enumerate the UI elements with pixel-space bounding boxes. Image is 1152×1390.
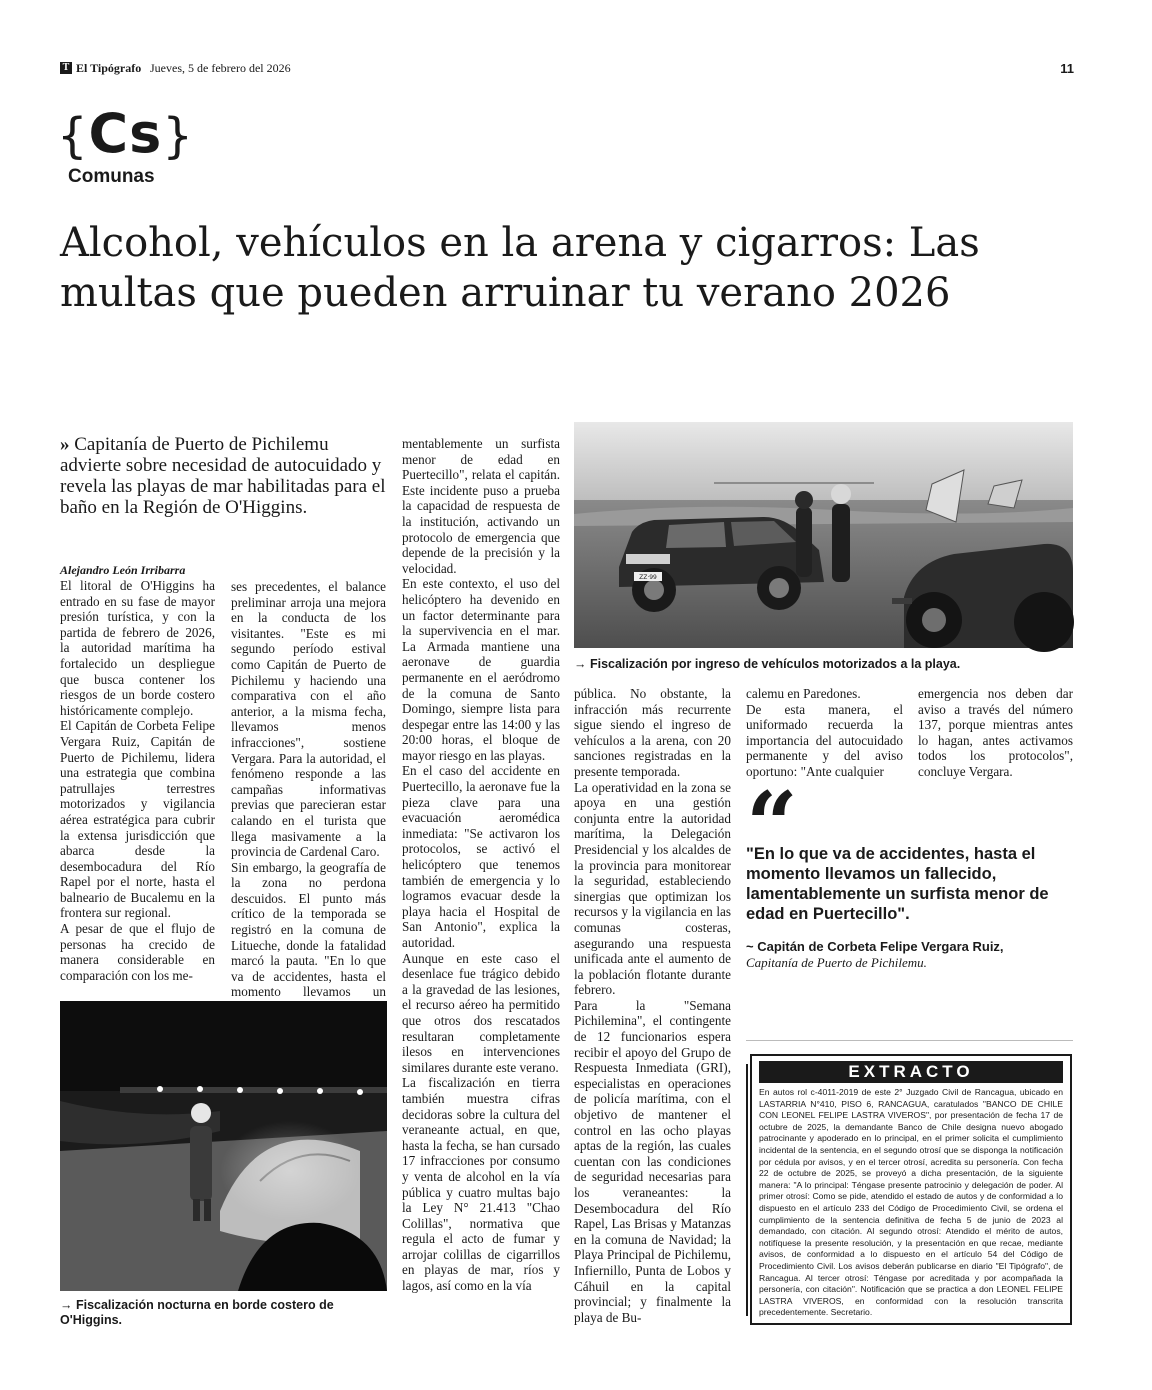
beach-vehicle-photo	[574, 422, 1073, 648]
paragraph: El litoral de O'Higgins ha entrado en su fase de mayor presión turística, y con la partida de febrero de 2026, la autoridad marítima ha fortalecido un despliegue que busca contener los riesgos de un borde costero históricamente complejo.	[60, 578, 215, 718]
notice-body: En autos rol c-4011-2019 de este 2° Juzgado Civil de Rancagua, ubicado en LASTARRIA N°410, PISO 6, RANCAGUA, caratulados "BANCO DE CHILE CON LEONEL FELIPE LASTRA VIVEROS", por presentación de fecha 17 de octubre de 2025, la demandante Banco de Chile designa nuevo abogado patrocinante y apoderado en lo principal, en el primer solicita el cumplimiento incidental de la sentencia, en el segundo otrosí que se disponga la notificación por cédula por avisos, y en el tercer otrosí, acredita su personería. Con fecha 22 de octubre de 2025, se proveyó a dicha presentación, de la siguiente manera: "A lo principal: Téngase presente patrocinio y delegación de poder. Al primer otrosí: Como se pide, atendido el estado de autos y de conformidad a lo dispuesto en el artículo 233 del Código de Procedimiento Civil, se ordena el cumplimiento de la sentencia definitiva de fecha 5 de junio de 2023 al demandado, con citación. Al segundo otrosí: Atendido el mérito de autos, notifíquese la presente resolución, y la presentación en que recae, mediante avisos, de conformidad a lo dispuesto en el artículo 54 del Código de Procedimiento Civil. Los avisos deberán publicarse en diario "El Tipógrafo", de Rancagua. Al tercer otrosí: Téngase por acreditada y por acompañada la personería, con citación". Notificación que se practica a don LEONEL FELIPE LASTRA VIVEROS, en conformidad con la resolución transcrita precedentemente. Secretario.	[759, 1087, 1063, 1318]
paragraph: Aunque en este caso el desenlace fue trágico debido a la gravedad de las lesiones, el recurso aéreo ha permitido que otros dos rescatados resultaran completamente ilesos en intervenciones similares durante este verano.	[402, 950, 560, 1075]
paragraph: pública. No obstante, la infracción más recurrente sigue siendo el ingreso de vehículos a la arena, con 20 sanciones registradas en la presente temporada.	[574, 686, 731, 779]
pull-quote-attribution	[746, 939, 1066, 971]
article-column-5	[746, 686, 903, 780]
notice-border-accent	[746, 1064, 748, 1316]
pull-quote-text: "En lo que va de accidentes, hasta el momento llevamos un fallecido, lamentablemente un surfista menor de edad en Puertecillo".	[746, 845, 1049, 923]
issue-date: Jueves, 5 de febrero del 2026	[150, 61, 291, 75]
byline: Alejandro León Irribarra	[60, 563, 186, 577]
beach-vehicle-illustration	[574, 422, 1073, 648]
notice-title: EXTRACTO	[759, 1061, 1063, 1083]
paragraph: Sin embargo, la geografía de la zona no perdona descuidos. El punto más crítico de la temporada se registró en la comuna de Litueche, donde la fatalidad marcó la pauta. "En lo que va de accidentes, hasta el momento llevamos un	[231, 859, 386, 1000]
quote-attribution-org: Capitanía de Puerto de Pichilemu.	[746, 955, 927, 970]
paragraph: emergencia nos deben dar aviso a través del número 137, porque mientras antes lo hagan, antes activamos todos los protocolos", concluye Vergara.	[918, 686, 1073, 779]
paragraph: Para la "Semana Pichilemina", el contingente de 12 funcionarios espera recibir el apoyo del Grupo de Respuesta Inmediata (GRI), especialistas en operaciones de policía marítima, con el objetivo de mantener el control en las ocho playas aptas de la región, las cuales cuentan con las condiciones de seguridad necesarias para los veraneantes: la Desembocadura del Río Rapel, Las Brisas y Matanzas en la comuna de Navidad; la Playa Principal de Pichilemu, Infiernillo, Punta de Lobos y Cáhuil en la capital provincial; y finalmente la playa de Bu-	[574, 997, 731, 1325]
paragraph: La fiscalización en tierra también muestra cifras decidoras sobre la cultura del veraneante actual, en que, hasta la fecha, se han cursado 17 infracciones por consumo y venta de alcohol en la vía pública y cuatro multas bajo la Ley N° 21.413 "Chao Colillas", normativa que regula el acto de fumar y arrojar colillas de cigarrillos en playas de mar, ríos y lagos, así como en la vía	[402, 1075, 560, 1294]
page-number: 11	[1060, 61, 1074, 76]
top-photo-caption: → Fiscalización por ingreso de vehículos motorizados a la playa.	[574, 657, 961, 671]
masthead	[60, 61, 1074, 77]
deck-text: Capitanía de Puerto de Pichilemu advierte sobre necesidad de autocuidado y revela las playas de mar habilitadas para el baño en la Región de O'Higgins.	[60, 434, 386, 518]
paragraph: De esta manera, el uniformado recuerda la importancia del autocuidado permanente y del aviso oportuno: "Ante cualquier	[746, 701, 903, 779]
paragraph: calemu en Paredones.	[746, 686, 861, 701]
paragraph: La operatividad en la zona se apoya en una gestión conjunta entre la autoridad marítima, la Delegación Presidencial y los alcaldes de la provincia para monitorear la seguridad, estableciendo sinergias que optimizan los recursos y la vigilancia en las comunas costeras, asegurando una respuesta unificada ante el aumento de la población flotante durante febrero.	[574, 779, 731, 998]
paragraph: A pesar de que el flujo de personas ha crecido de manera considerable en comparación con los me-	[60, 921, 215, 983]
section-label	[57, 98, 197, 187]
paragraph: El Capitán de Corbeta Felipe Vergara Ruiz, Capitán de Puerto de Pichilemu, lidera una estrategia que combina patrullajes terrestres motorizados y vigilancia aérea estratégica para cubrir la extensa jurisdicción que abarca desde la desembocadura del Río Rapel por el norte, hasta el balneario de Bucalemu en la frontera sur regional.	[60, 718, 215, 921]
section-code-text: Cs	[88, 102, 163, 165]
article-column-4	[574, 686, 731, 1325]
license-plate-text: ZZ·99	[639, 574, 657, 581]
article-column-3	[402, 436, 560, 1294]
paragraph: ses precedentes, el balance preliminar arroja una mejora en la conducta de los visitantes. "Este es mi segundo período estival como Capitán de Puerto de Pichilemu y haciendo una comparativa con el año anterior, a la misma fecha, llevamos menos infracciones", sostiene Vergara. Para la autoridad, el fenómeno responde a las campañas informativas previas que parecieran estar calando en el turista que llega masivamente a la provincia de Cardenal Caro.	[231, 579, 386, 860]
newspaper-logo-icon: T	[60, 62, 72, 74]
section-code	[57, 98, 194, 172]
newspaper-name: El Tipógrafo	[76, 61, 142, 75]
divider	[746, 1040, 1073, 1041]
paragraph: En este contexto, el uso del helicóptero ha devenido en un factor determinante para la supervivencia en el mar. La Armada mantiene una aeronave de guardia permanente en el aeródromo de la comuna de Santo Domingo, siempre lista para despegar entre las 14:00 y las 20:00 horas, el bloque de mayor riesgo en las playas.	[402, 576, 560, 763]
night-patrol-photo	[60, 1001, 387, 1291]
night-patrol-illustration	[60, 1001, 387, 1291]
section-brace-close: }	[162, 108, 194, 164]
section-name: Comunas	[68, 166, 155, 187]
deck-marker: »	[60, 434, 70, 455]
article-column-2	[231, 579, 386, 1016]
night-photo-caption: → Fiscalización nocturna en borde costero de O'Higgins.	[60, 1298, 334, 1327]
quote-mark-icon: “	[746, 772, 798, 878]
legal-notice-box	[750, 1054, 1072, 1325]
quote-attribution-name: ~ Capitán de Corbeta Felipe Vergara Ruiz,	[746, 939, 1004, 954]
article-column-1	[60, 578, 215, 983]
section-brace-open: {	[57, 108, 89, 164]
paragraph: mentablemente un surfista menor de edad en Puertecillo", relata el capitán. Este incidente puso a prueba la capacidad de respuesta de la institución, activando un protocolo de emergencia que depende de la precisión y la velocidad.	[402, 436, 560, 576]
article-deck	[60, 434, 390, 518]
article-column-6	[918, 686, 1073, 780]
paragraph: En el caso del accidente en Puertecillo, la aeronave fue la pieza clave para una evacuación aeromédica inmediata: "Se activaron los protocolos, se activó el helicóptero que tenemos también de emergencia y lo logramos evacuar desde la playa hacia el Hospital de San Antonio", explica la autoridad.	[402, 763, 560, 950]
article-headline: Alcohol, vehículos en la arena y cigarros: Las multas que pueden arruinar tu verano 2026	[60, 220, 980, 316]
